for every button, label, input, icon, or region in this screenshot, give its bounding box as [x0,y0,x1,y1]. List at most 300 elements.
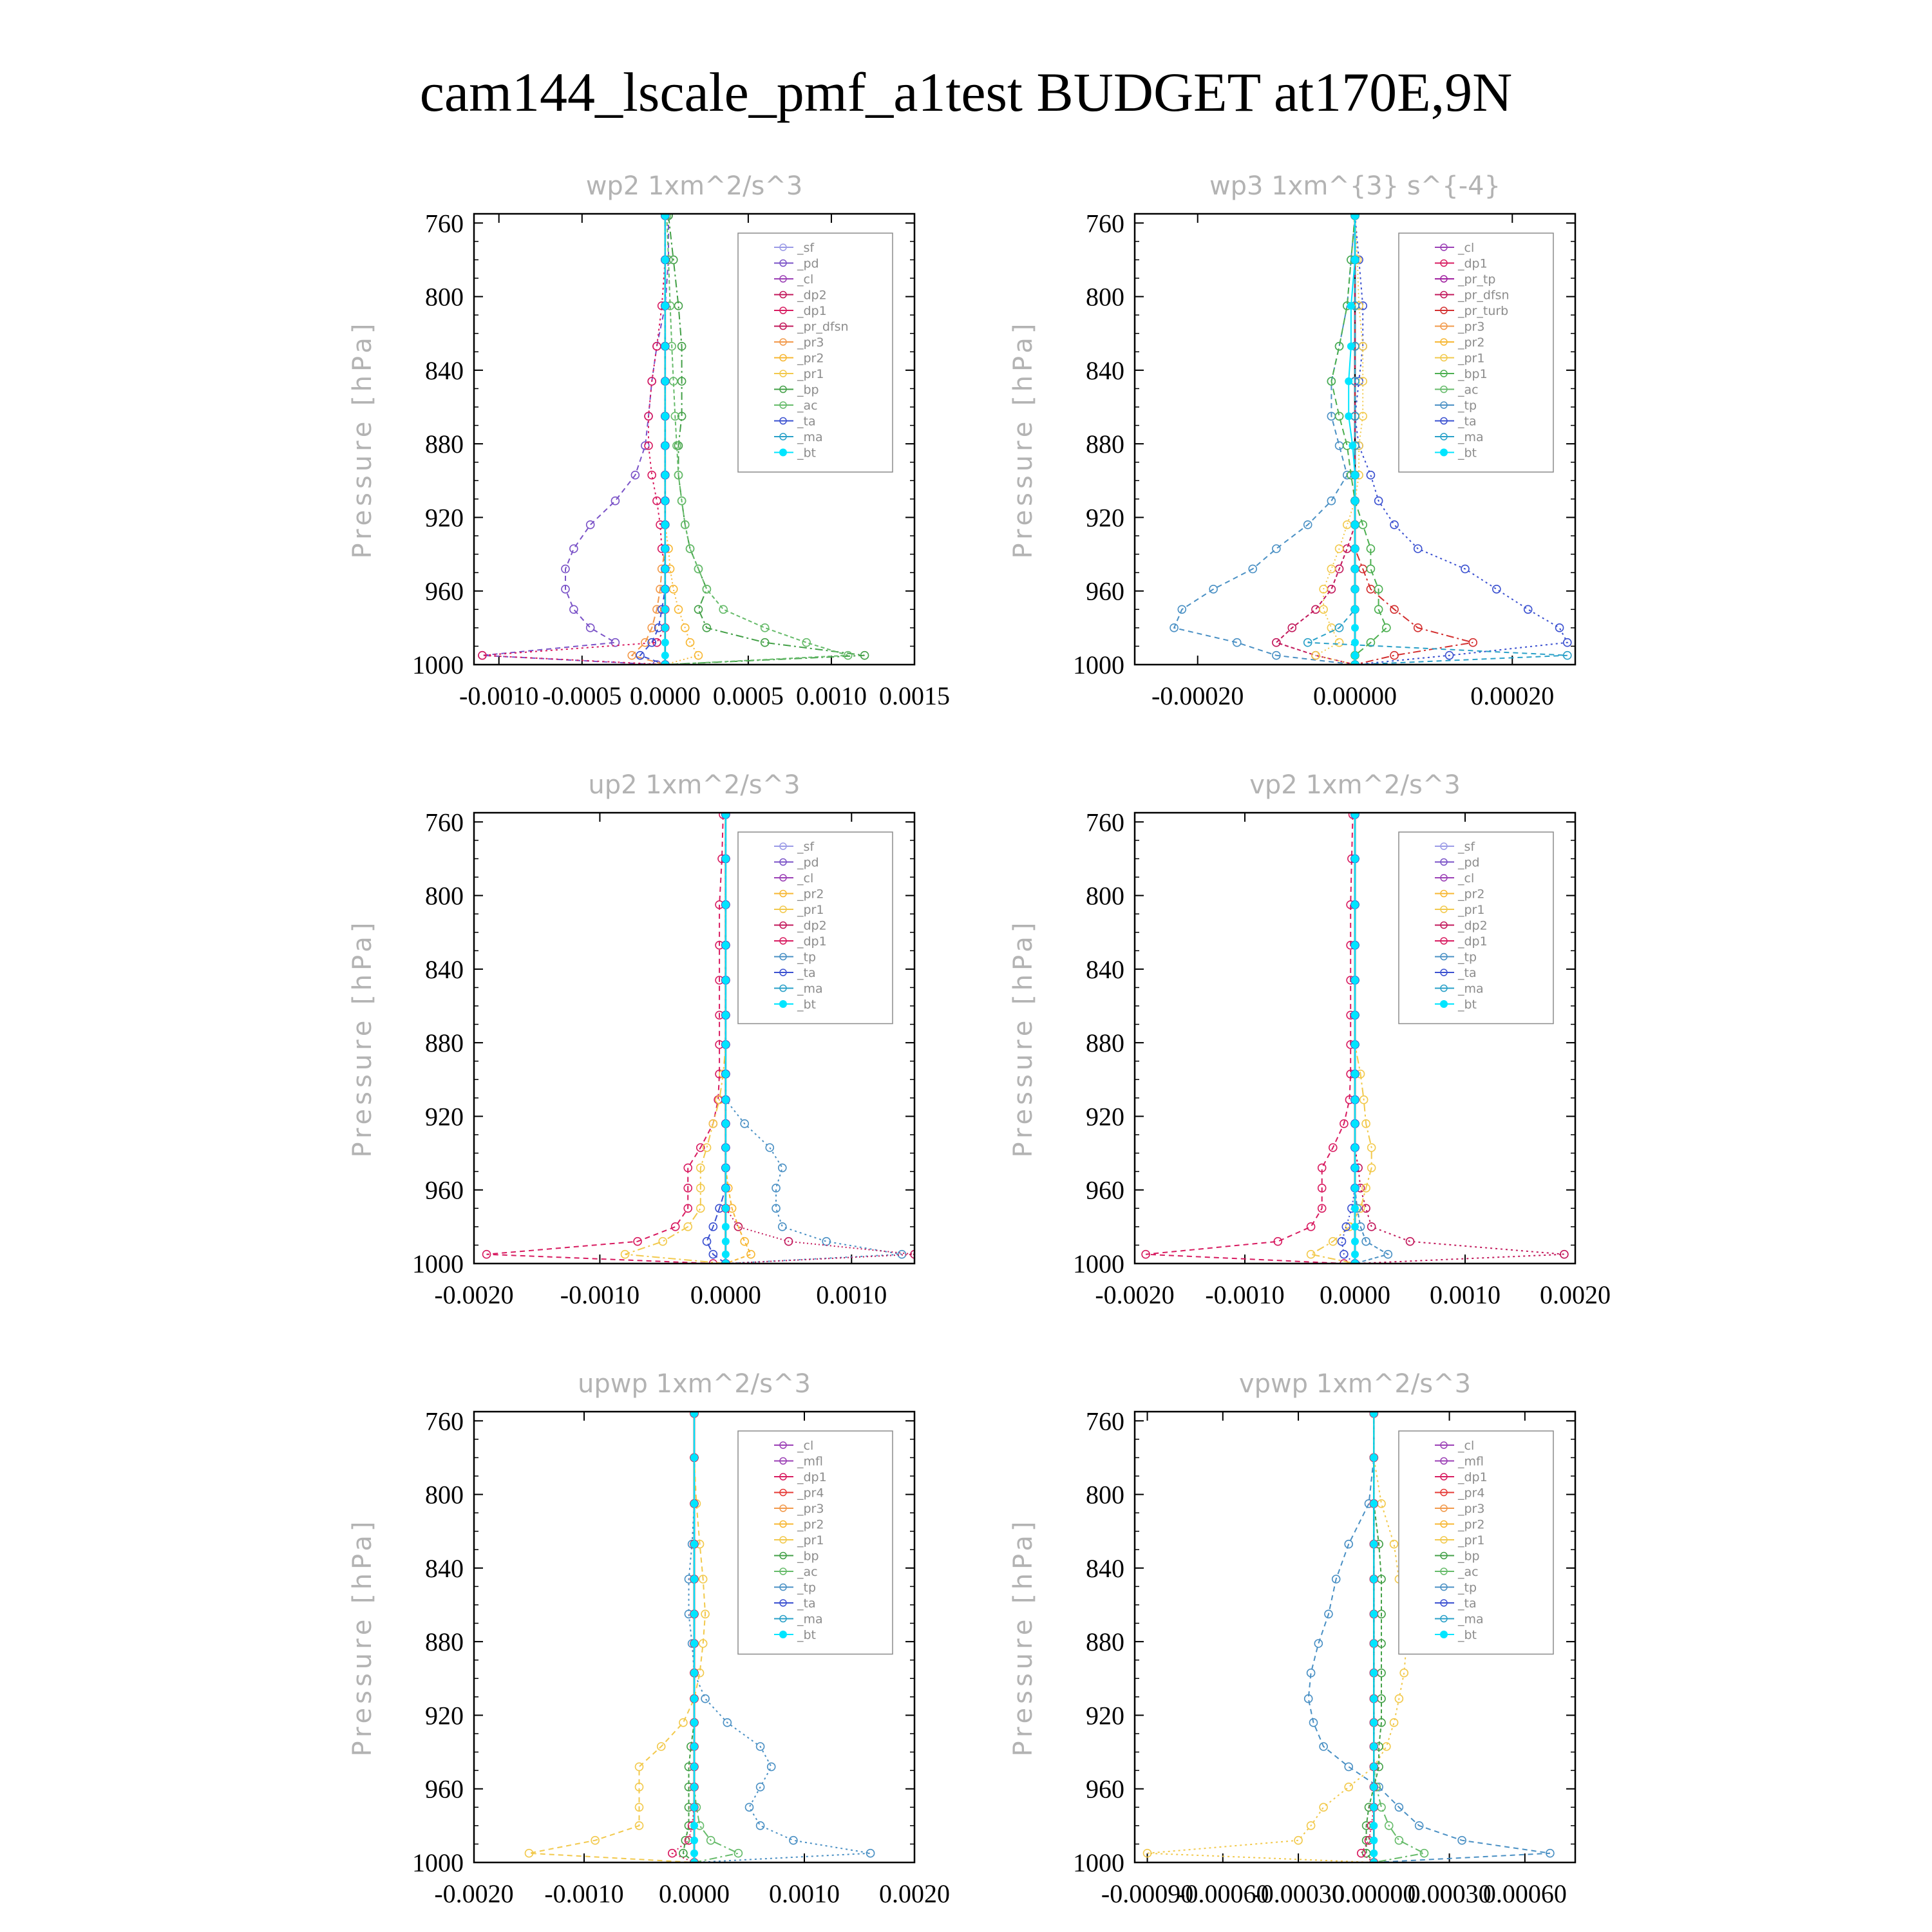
data-point [661,212,669,220]
legend-label: _mfl [1458,1454,1484,1469]
data-point [1307,1223,1315,1231]
legend-label: _pr2 [1458,336,1485,350]
data-point [1370,1500,1378,1508]
data-point [661,605,669,613]
x-tick-label: -0.0005 [542,681,622,710]
y-tick-label: 880 [425,1028,464,1058]
legend-label: _cl [797,272,814,287]
legend-label: _ma [797,1612,823,1627]
legend-label: _cl [1458,241,1475,255]
legend-label: _dp1 [797,304,827,318]
series-line-pr1 [1148,1414,1407,1862]
x-tick-label: -0.00060 [1177,1879,1269,1908]
data-point [690,1837,698,1844]
data-point [611,497,619,505]
x-tick-label: 0.0010 [816,1280,887,1309]
x-tick-label: 0.00060 [1482,1879,1567,1908]
y-tick-label: 880 [1086,430,1124,459]
figure-title: cam144_lscale_pmf_a1test BUDGET at170E,9N [419,61,1513,123]
legend-label: _ta [1458,414,1477,429]
legend-label: _ta [797,966,816,980]
legend-label: _ac [1458,1565,1479,1579]
data-point [1294,1837,1302,1844]
data-point [703,1238,711,1245]
data-point [1370,1640,1378,1647]
series-line-tp [1174,216,1355,665]
data-point [1370,1540,1378,1548]
y-tick-label: 960 [1086,1175,1124,1205]
x-tick-label: 0.0005 [712,681,784,710]
data-point [701,1695,709,1703]
data-point [1351,256,1359,263]
x-tick-label: 0.0020 [879,1879,950,1908]
data-point [1370,1410,1378,1417]
legend-label: _cl [797,1439,814,1453]
data-point [690,1410,698,1417]
data-point [690,1763,698,1770]
x-tick-label: -0.0020 [434,1280,514,1309]
panel-1 [348,171,950,710]
data-point [690,1669,698,1677]
data-point [1351,901,1359,909]
x-tick-label: 0.0010 [1430,1280,1501,1309]
series-line-pr1 [529,1414,706,1862]
series-line-dp1 [672,1414,694,1862]
y-tick-label: 800 [1086,881,1124,911]
x-tick-label: 0.0000 [1320,1280,1390,1309]
y-tick-label: 960 [1086,576,1124,606]
series-line-pr2 [665,216,699,665]
legend-marker [779,449,787,457]
panel-6 [1009,1369,1575,1908]
legend-label: _ma [1458,981,1484,996]
legend-label: _mfl [797,1454,823,1469]
data-point [1345,1763,1352,1770]
legend-label: _ta [797,1596,816,1611]
data-point [757,1822,764,1830]
data-point [1351,605,1359,613]
data-point [1351,565,1359,573]
y-tick-label: 800 [425,282,464,312]
data-point [1367,471,1374,479]
legend-label: _pr1 [797,903,824,917]
y-tick-label: 760 [1086,209,1124,238]
data-point [570,545,578,553]
y-tick-label: 760 [425,1406,464,1436]
legend-label: _bp [1458,1549,1480,1564]
data-point [1351,545,1359,553]
legend-label: _pr3 [1458,319,1485,334]
legend-label: _bt [1458,1628,1477,1642]
data-point [661,302,669,310]
data-point [690,1540,698,1548]
data-point [1560,1251,1568,1258]
data-point [722,901,730,909]
y-axis-label: Pressure [hPa] [348,319,377,559]
legend-label: _pr4 [1458,1486,1485,1501]
legend-label: _tp [797,950,817,965]
legend-label: _pr2 [797,351,824,366]
x-tick-label: 0.0000 [659,1879,730,1908]
y-tick-label: 760 [1086,808,1124,837]
y-tick-label: 800 [425,1480,464,1510]
y-tick-label: 920 [425,1102,464,1132]
x-tick-label: -0.00020 [1151,681,1244,710]
data-point [761,624,769,632]
panel-2 [1009,171,1575,710]
y-tick-label: 960 [425,576,464,606]
data-point [1343,545,1351,553]
data-point [1351,652,1359,659]
y-tick-label: 960 [1086,1774,1124,1804]
data-point [690,1610,698,1618]
x-tick-label: -0.0010 [544,1879,624,1908]
data-point [587,624,594,632]
legend-label: _bp [797,1549,819,1564]
data-point [636,1763,643,1770]
legend-marker [1440,1000,1448,1008]
data-point [661,624,669,632]
data-point [1351,639,1359,647]
legend-label: _pr1 [1458,903,1485,917]
series-line-ta [707,815,726,1264]
panel-title: vp2 1xm^2/s^3 [1249,770,1461,800]
panel-title: vpwp 1xm^2/s^3 [1238,1369,1472,1399]
data-point [1345,1783,1352,1791]
y-tick-label: 920 [1086,1102,1124,1132]
y-tick-label: 1000 [1073,650,1124,679]
data-point [1351,1120,1359,1128]
data-point [768,1763,775,1770]
y-tick-label: 840 [425,954,464,984]
legend-label: _pr3 [797,1502,824,1516]
legend-label: _pr1 [1458,351,1485,366]
legend-label: _dp2 [797,288,827,303]
data-point [722,942,730,949]
data-point [1370,1454,1378,1461]
data-point [722,1120,730,1128]
legend-label: _cl [797,871,814,886]
legend-label: _pr_dfsn [797,319,849,334]
panel-title: up2 1xm^2/s^3 [588,770,800,800]
data-point [1320,1803,1327,1811]
y-tick-label: 880 [1086,1627,1124,1657]
data-point [1327,585,1335,593]
data-point [661,377,669,385]
data-point [722,1011,730,1019]
y-tick-label: 920 [1086,503,1124,533]
data-point [1336,442,1343,450]
x-tick-label: -0.0010 [459,681,539,710]
data-point [690,1850,698,1857]
data-point [690,1743,698,1750]
data-point [690,1783,698,1791]
data-point [741,1238,748,1245]
legend-label: _pr3 [1458,1502,1485,1516]
y-tick-label: 840 [1086,1553,1124,1583]
data-point [690,1803,698,1811]
data-point [659,1238,667,1245]
data-point [1370,1763,1378,1770]
data-point [1383,1743,1390,1750]
y-axis-label: Pressure [hPa] [348,1517,377,1757]
data-point [1378,1803,1385,1811]
legend-label: _sf [797,840,815,854]
y-tick-label: 840 [1086,355,1124,385]
data-point [1314,1640,1322,1647]
data-point [802,639,810,647]
data-point [661,412,669,420]
series-line-pr_dfsn [1276,216,1355,665]
legend-marker [779,1631,787,1638]
data-point [1351,976,1359,984]
x-tick-label: 0.0020 [1540,1280,1611,1309]
x-tick-label: 0.0015 [879,681,950,710]
data-point [679,1719,687,1727]
series-line-ta [640,216,665,665]
data-point [1349,442,1356,450]
legend-label: _pr2 [1458,1517,1485,1532]
legend-label: _pr2 [797,887,824,902]
y-tick-label: 880 [425,1627,464,1657]
data-point [1351,1251,1359,1258]
legend-label: _cl [1458,1439,1475,1453]
series-line-ac [694,1414,738,1862]
series-line-pr3 [632,216,665,665]
data-point [661,565,669,573]
data-point [690,1575,698,1583]
y-tick-label: 960 [425,1774,464,1804]
legend-label: _pr2 [797,1517,824,1532]
data-point [1395,1837,1403,1844]
y-tick-label: 800 [1086,282,1124,312]
data-point [690,1500,698,1508]
legend-label: _pr4 [797,1486,824,1501]
data-point [690,1822,698,1830]
data-point [722,855,730,862]
legend-label: _pr1 [797,367,824,381]
data-point [1312,605,1320,613]
series-line-dp1 [1146,815,1353,1264]
data-point [1351,521,1359,529]
y-tick-label: 1000 [1073,1848,1124,1877]
y-tick-label: 840 [1086,954,1124,984]
x-tick-label: -0.0010 [560,1280,640,1309]
series-line-bp1 [1331,216,1387,665]
data-point [1351,811,1359,819]
data-point [779,1223,786,1231]
y-tick-label: 760 [1086,1406,1124,1436]
data-point [1351,1144,1359,1151]
data-point [1358,1850,1365,1857]
data-point [703,585,710,593]
x-tick-label: -0.00090 [1101,1879,1194,1908]
data-point [1370,1783,1378,1791]
data-point [1351,942,1359,949]
data-point [1370,1743,1378,1750]
data-point [719,605,727,613]
data-point [690,1454,698,1461]
data-point [1370,1822,1378,1830]
legend-label: _ac [797,1565,818,1579]
data-point [1338,1238,1345,1245]
panel-5 [348,1369,950,1908]
data-point [1351,1041,1359,1048]
y-tick-label: 840 [425,1553,464,1583]
legend-label: _bt [797,1628,817,1642]
y-tick-label: 760 [425,209,464,238]
data-point [661,471,669,479]
data-point [661,545,669,553]
legend-label: _pr_tp [1458,272,1496,287]
data-point [1390,652,1398,659]
data-point [1390,521,1398,529]
y-tick-label: 960 [425,1175,464,1205]
legend-label: _tp [1458,950,1477,965]
x-tick-label: 0.0000 [690,1280,761,1309]
legend-label: _sf [1458,840,1475,854]
panel-title: wp2 1xm^2/s^3 [585,171,803,201]
data-point [1556,624,1564,632]
legend-label: _pr1 [1458,1533,1485,1548]
data-point [722,1223,730,1231]
legend-label: _cl [1458,871,1475,886]
legend-label: _pd [797,256,819,271]
data-point [661,497,669,505]
legend-label: _ma [1458,1612,1484,1627]
data-point [722,1070,730,1078]
legend-label: _dp1 [1458,1470,1488,1484]
legend-label: _bt [1458,998,1477,1012]
legend-label: _dp2 [1458,918,1488,933]
data-point [1351,1070,1359,1078]
data-point [1347,343,1355,350]
legend-label: _tp [797,1580,817,1595]
y-tick-label: 880 [1086,1028,1124,1058]
data-point [722,976,730,984]
data-point [822,1238,830,1245]
data-point [722,811,730,819]
data-point [690,1719,698,1727]
series-line-tp [1355,815,1388,1264]
legend-label: _dp1 [797,1470,827,1484]
data-point [1493,585,1501,593]
series-line-ta [1342,815,1356,1264]
panel-title: upwp 1xm^2/s^3 [578,1369,811,1399]
data-point [1345,412,1352,420]
legend-label: _pr_dfsn [1458,288,1510,303]
legend-label: _tp [1458,399,1477,413]
y-axis-label: Pressure [hPa] [1009,1517,1038,1757]
x-tick-label: 0.0010 [795,681,867,710]
legend-label: _pd [1458,855,1480,870]
legend-label: _ma [797,981,823,996]
series-line-pr1 [625,815,726,1264]
y-tick-label: 800 [425,881,464,911]
data-point [722,1184,730,1192]
y-tick-label: 760 [425,808,464,837]
data-point [1370,1803,1378,1811]
x-tick-label: 0.0010 [769,1879,840,1908]
x-tick-label: -0.0020 [434,1879,514,1908]
data-point [1351,624,1359,632]
data-point [1370,1695,1378,1703]
data-point [672,1223,679,1231]
data-point [690,1695,698,1703]
series-line-dp1 [487,815,723,1264]
data-point [1351,497,1359,505]
legend-label: _sf [797,241,815,255]
y-tick-label: 1000 [412,1249,464,1278]
data-point [661,652,669,659]
data-point [570,605,578,613]
series-line-pd [482,216,668,665]
y-tick-label: 880 [425,430,464,459]
data-point [1370,1719,1378,1727]
legend-label: _dp1 [1458,934,1488,949]
data-point [661,442,669,450]
data-point [1273,639,1280,647]
legend-label: _pr2 [1458,887,1485,902]
data-point [1351,471,1359,479]
data-point [746,1803,753,1811]
panel-title: wp3 1xm^{3} s^{-4} [1209,171,1501,201]
legend-marker [1440,449,1448,457]
data-point [1524,605,1532,613]
data-point [1273,545,1280,553]
data-point [1327,565,1335,573]
y-tick-label: 1000 [412,1848,464,1877]
data-point [1351,1011,1359,1019]
legend-label: _dp1 [797,934,827,949]
data-point [1351,1184,1359,1192]
data-point [661,256,669,263]
legend-label: _bt [797,446,817,460]
data-point [1370,1850,1378,1857]
series-line-dp1 [482,216,665,665]
data-point [1351,1223,1359,1231]
data-point [1370,1610,1378,1618]
legend-label: _bt [1458,446,1477,460]
legend-label: _pr1 [797,1533,824,1548]
series-line-bp [683,1414,694,1862]
legend-marker [779,1000,787,1008]
data-point [1351,1096,1359,1104]
legend-label: _ma [797,430,823,444]
x-tick-label: 0.00000 [1332,1879,1416,1908]
x-tick-label: 0.00020 [1470,681,1555,710]
data-point [722,1144,730,1151]
legend-label: _pr3 [797,336,824,350]
data-point [722,1041,730,1048]
x-tick-label: -0.0010 [1205,1280,1285,1309]
data-point [734,1850,742,1857]
data-point [1351,1164,1359,1171]
x-tick-label: 0.00000 [1313,681,1397,710]
y-tick-label: 840 [425,355,464,385]
data-point [722,1238,730,1245]
data-point [1370,1837,1378,1844]
y-tick-label: 1000 [1073,1249,1124,1278]
panel-3 [348,770,918,1309]
legend-label: _bp [797,383,819,397]
legend-label: _ac [797,399,818,413]
data-point [1370,1669,1378,1677]
x-tick-label: -0.0020 [1095,1280,1175,1309]
data-point [747,1251,755,1258]
data-point [1320,605,1327,613]
data-point [779,1164,786,1171]
